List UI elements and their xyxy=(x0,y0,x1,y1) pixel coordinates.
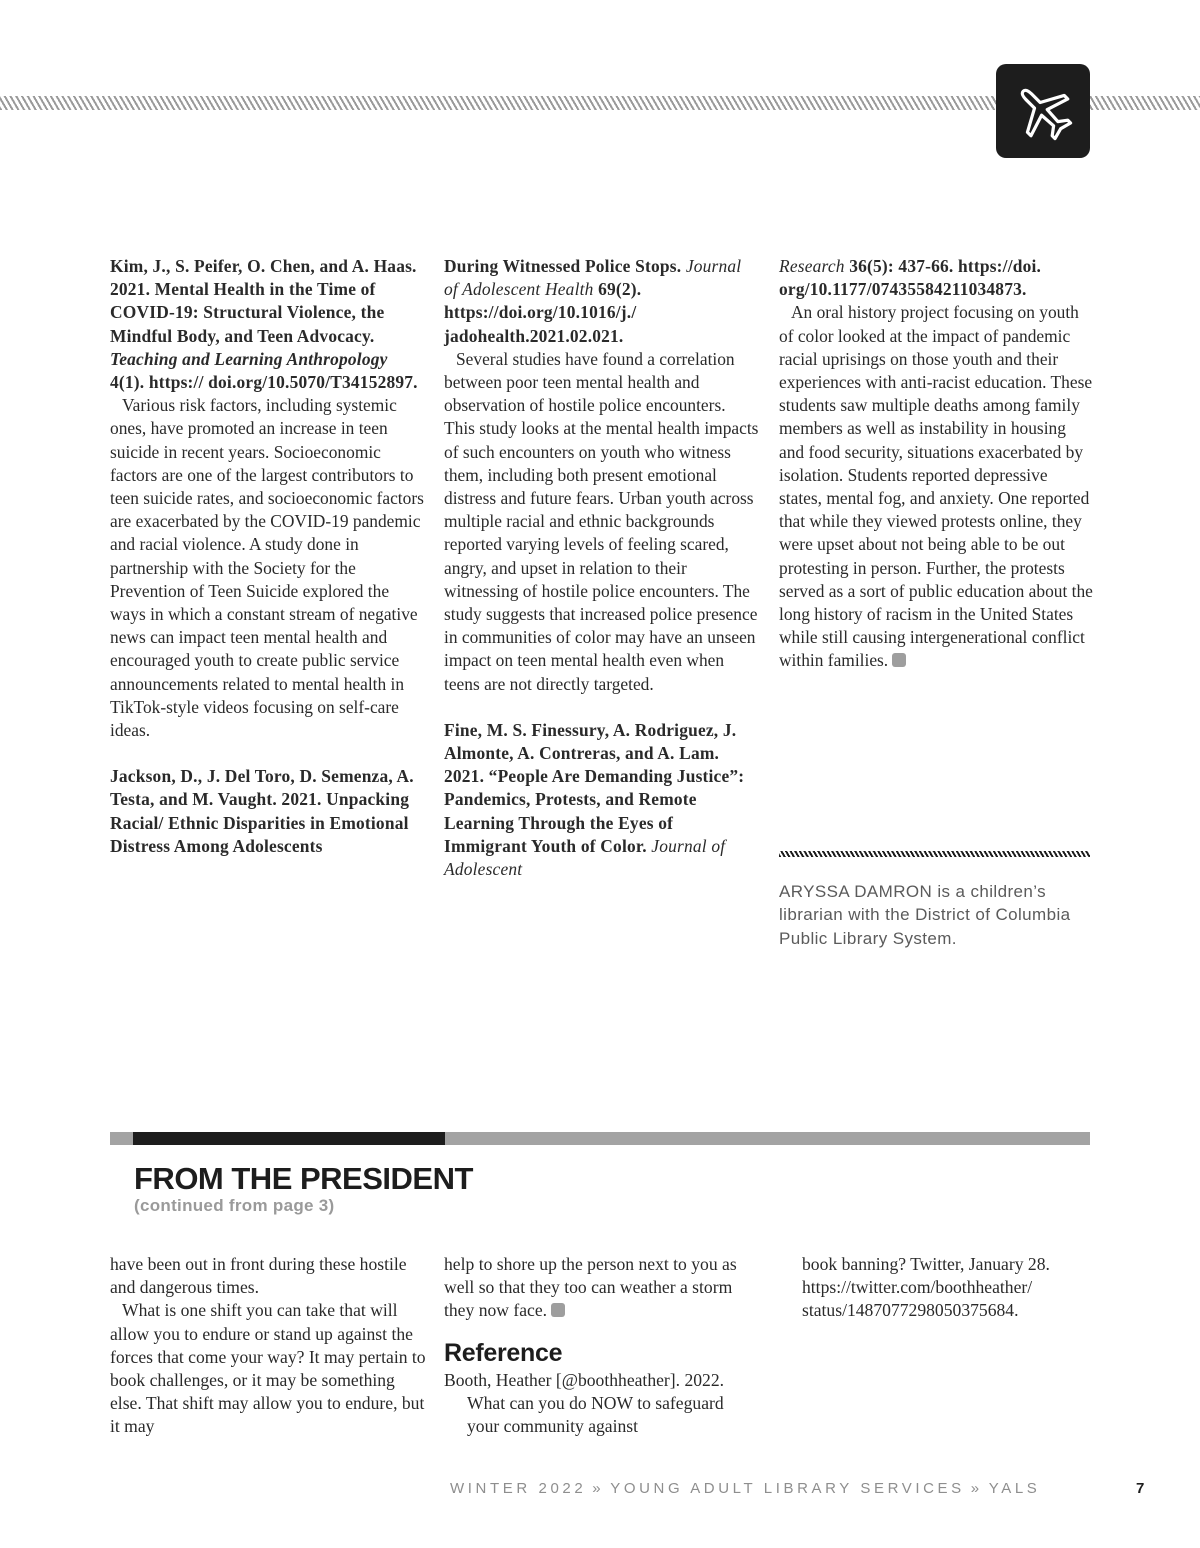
reference-kim: Kim, J., S. Peifer, O. Chen, and A. Haas. 2021. Mental Health in the Time of COVID-19: Structural Violence, the Mindful Body, and Teen Advocacy. Teaching and Learning Anthropology 4(1). https:// doi.org/10.5070/T34152897. xyxy=(110,256,418,393)
column-1 xyxy=(110,255,425,858)
reference-jackson: Jackson, D., J. Del Toro, D. Semenza, A. Testa, and M. Vaught. 2021. Unpacking Racial/ Ethnic Disparities in Emotional Distress Among Adolescents xyxy=(110,766,414,856)
author-bio: ARYSSA DAMRON is a children’s librarian with the District of Columbia Public Library System. xyxy=(779,882,1071,948)
page-number: 7 xyxy=(1136,1480,1145,1497)
journal-title: Teaching and Learning Anthropology xyxy=(110,348,388,369)
president-text: have been out in front during these hostile and dangerous times. xyxy=(110,1254,407,1298)
bio-divider xyxy=(779,851,1090,857)
footer-separator: » xyxy=(970,1480,983,1497)
section-subtitle: (continued from page 3) xyxy=(134,1196,335,1215)
reference-entry: Booth, Heather [@boothheather]. 2022. What can you do NOW to safeguard your community against xyxy=(444,1369,725,1437)
section-badge xyxy=(996,64,1090,158)
section-bar-left xyxy=(110,1132,133,1145)
column-2 xyxy=(444,255,759,881)
reference-entry-cont: book banning? Twitter, January 28. https://twitter.com/boothheather/ status/1487077298050375684. xyxy=(802,1254,1050,1321)
section-bar-dark xyxy=(133,1132,445,1145)
president-paragraph: What is one shift you can take that will allow you to endure or stand up against the forces that come your way? It may pertain to book challenges, or it may be something else. That shift may allow you to endure, but it may xyxy=(110,1300,426,1437)
president-column-2 xyxy=(444,1253,744,1438)
reference-fine: Fine, M. S. Finessury, A. Rodriguez, J. Almonte, A. Contreras, and A. Lam. 2021. “People Are Demanding Justice”: Pandemics, Protests, and Remote Learning Through the Eyes of Immigrant Youth of Color. Journal of Adolescent xyxy=(444,719,745,880)
journal-title: Journal of Adolescent xyxy=(444,835,726,880)
footer-separator: » xyxy=(592,1480,605,1497)
president-column-1 xyxy=(110,1253,426,1439)
column-3 xyxy=(779,255,1094,673)
reference-fine-cont: Research 36(5): 437-66. https://doi. org/10.1177/07435584211034873. xyxy=(779,256,1042,300)
end-of-article-icon xyxy=(892,653,906,667)
annotation-paragraph: Various risk factors, including systemic ones, have promoted an increase in teen suicide in recent years. Socioeconomic factors are one of the largest contributors to teen suicide rates, and socioeconomic factors are exacerbated by the COVID-19 pandemic and racial violence. A study done in partnership with the Society for the Prevention of Teen Suicide explored the ways in which a constant stream of negative news can impact teen mental health and encouraged youth to create public service announcements related to mental health in TikTok-style videos focusing on self-care ideas. xyxy=(110,395,424,741)
reference-jackson-cont: During Witnessed Police Stops. Journal of Adolescent Health 69(2). https://doi.org/10.1016/j./ jadohealth.2021.02.021. xyxy=(444,256,742,346)
section-bar-right xyxy=(445,1132,1090,1145)
president-paragraph: help to shore up the person next to you as well so that they too can weather a storm they now face. xyxy=(444,1254,737,1321)
annotation-paragraph: Several studies have found a correlation between poor teen mental health and observation of hostile police encounters. This study looks at the mental health impacts of such encounters on youth who witness them, including both present emotional distress and future fears. Urban youth across multiple racial and ethnic backgrounds reported varying levels of feeling scared, angry, and upset in relation to their witnessing of hostile police encounters. The study suggests that increased police presence in communities of color may have an unseen impact on teen mental health even when teens are not directly targeted. xyxy=(444,348,759,694)
page-footer: WINTER 2022 » YOUNG ADULT LIBRARY SERVICES » YALS xyxy=(450,1480,1041,1497)
journal-title: Research xyxy=(779,256,845,276)
journal-title: Journal of Adolescent Health xyxy=(444,256,742,300)
end-of-article-icon xyxy=(551,1303,565,1317)
president-column-3 xyxy=(802,1253,1094,1323)
annotation-paragraph: An oral history project focusing on youth of color looked at the impact of pandemic racial uprisings on those youth and their experiences with anti-racist education. These students saw multiple deaths among family members as well as instability in housing and food security, situations exacerbated by isolation. Students reported depressive states, mental fog, and anxiety. One reported that while they viewed protests online, they were upset about not being able to be out protesting in person. Further, the protests served as a sort of public education about the long history of racism in the United States while still causing intergenerational conflict within families. xyxy=(779,302,1093,671)
section-title: FROM THE PRESIDENT xyxy=(134,1161,473,1196)
reference-heading: Reference xyxy=(444,1338,563,1367)
airplane-icon xyxy=(1011,79,1075,143)
